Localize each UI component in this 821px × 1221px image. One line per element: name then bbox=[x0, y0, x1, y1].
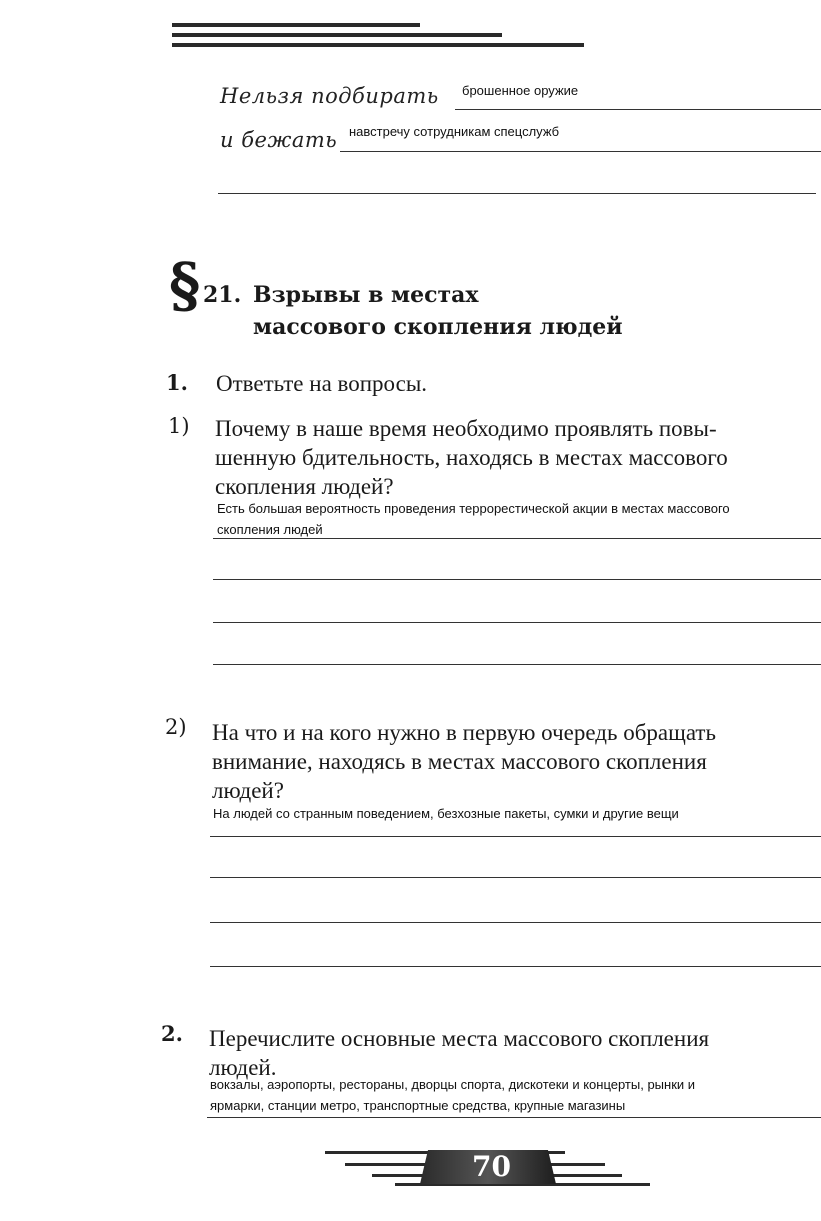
answer-line bbox=[207, 1117, 821, 1118]
answer-line bbox=[213, 664, 821, 665]
task-2-line: людей. bbox=[209, 1055, 277, 1080]
question-1-answer-1: Есть большая вероятность проведения террорестической акции в местах массового bbox=[217, 501, 730, 516]
question-2-answer-1: На людей со странным поведением, безхозные пакеты, сумки и другие вещи bbox=[213, 806, 679, 821]
header-bar bbox=[172, 43, 584, 47]
question-2-number: 2) bbox=[165, 715, 187, 739]
fill-lead-1: Нельзя подбирать bbox=[220, 84, 439, 108]
page-number: 70 bbox=[472, 1150, 511, 1183]
question-1-line: Почему в наше время необходимо проявлять повы- bbox=[215, 416, 717, 441]
answer-line bbox=[213, 622, 821, 623]
question-1-answer-2: скопления людей bbox=[217, 522, 323, 537]
question-2-text bbox=[212, 718, 716, 805]
fill-lead-2: и бежать bbox=[220, 128, 338, 152]
answer-line bbox=[455, 109, 821, 110]
question-2-line: внимание, находясь в местах массового скопления bbox=[212, 749, 707, 774]
answer-line bbox=[340, 151, 821, 152]
task-2-answer-1: вокзалы, аэропорты, рестораны, дворцы спорта, дискотеки и концерты, рынки и bbox=[210, 1077, 696, 1092]
answer-line bbox=[218, 193, 816, 194]
fill-answer-1: брошенное оружие bbox=[462, 83, 579, 98]
question-2-line: На что и на кого нужно в первую очередь обращать bbox=[212, 720, 716, 745]
task-2-answer-2: ярмарки, станции метро, транспортные средства, крупные магазины bbox=[210, 1098, 626, 1113]
answer-line bbox=[213, 538, 821, 539]
question-1-text bbox=[215, 414, 728, 501]
answer-line bbox=[210, 922, 821, 923]
answer-line bbox=[210, 877, 821, 878]
question-1-line: шенную бдительность, находясь в местах массового bbox=[215, 445, 728, 470]
answer-line bbox=[213, 579, 821, 580]
section-title-line-2: массового скопления людей bbox=[253, 314, 623, 340]
task-1-number: 1. bbox=[166, 370, 188, 395]
question-2-line: людей? bbox=[212, 778, 284, 803]
section-symbol: § bbox=[169, 251, 201, 321]
question-1-line: скопления людей? bbox=[215, 474, 394, 499]
question-1-number: 1) bbox=[168, 414, 190, 438]
task-2-text bbox=[209, 1024, 709, 1082]
header-bar bbox=[172, 33, 502, 37]
section-title-line-1: Взрывы в местах bbox=[253, 282, 479, 308]
fill-answer-2: навстречу сотрудникам спецслужб bbox=[349, 124, 560, 139]
answer-line bbox=[210, 836, 821, 837]
answer-line bbox=[210, 966, 821, 967]
header-bar bbox=[172, 23, 420, 27]
task-2-line: Перечислите основные места массового скопления bbox=[209, 1026, 710, 1051]
task-2-number: 2. bbox=[161, 1021, 183, 1046]
section-number: 21. bbox=[203, 282, 242, 308]
task-1-prompt: Ответьте на вопросы. bbox=[216, 371, 428, 396]
